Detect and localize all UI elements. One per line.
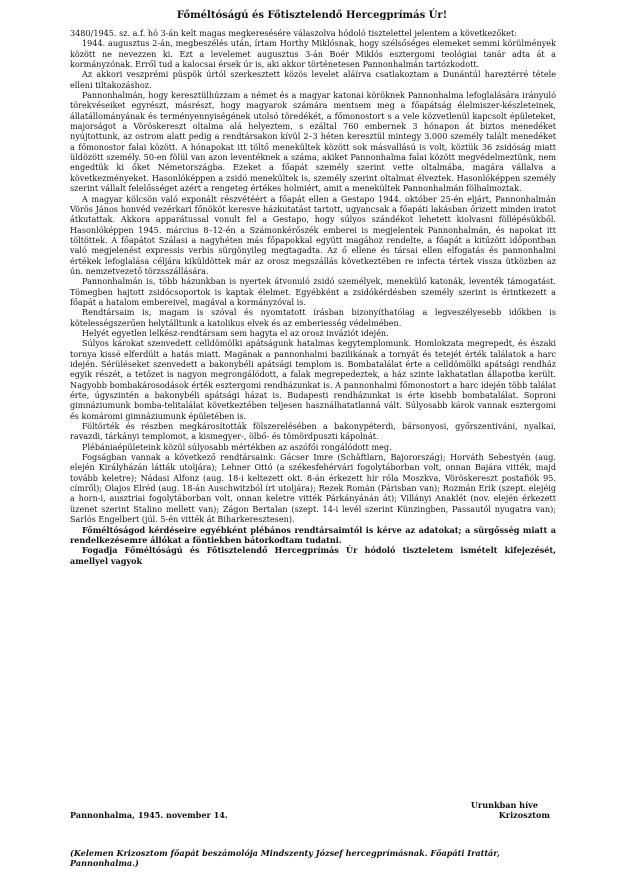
paragraph-captivity: Fogságban vannak a következő rendtársaink: Gácser Imre (Schäftlarn, Bajorország); Horváth Sebestyén (aug. elején Királyházán látták utoljára); Lehner Ottó (a székesfehérvári fogolytáborban volt, onnan Bajára vitték, majd tovább keletre); Nádasi Alfonz (aug. 18-i keltezett okt. 8-án érkezett hír róla Moszkva, Vöröskereszt postafiók 95. címről); Olajos Elréd (aug. 18-án Auschwitzból írt utoljára); Rezek Román (Párisban van); Rozmán Erik (szept. elejéig a horn-i, ausztriai fogolytáborban volt, onnan keletre vitték Párkányánán át); Villányi Anaklét (nov. elején érkezett üzenet szerint Stalino mellett van); Zágon Bertalan (szept. 14-i levél szerint Künzingben, Passautól nyugatra van); Sarlós Engelbert (júl. 5-én vitték át Biharkeresztesen). [70, 452, 556, 525]
paragraph-respect: Fogadja Főméltóságú és Főtisztelendő Hercegprímás Úr hódoló tiszteletem ismételt kifejezését, amellyel vagyok [70, 545, 556, 566]
source-caption: (Kelemen Krizosztom főapát beszámolója Mindszenty József hercegprímásnak. Főapáti Irattár, Pannonhalma.) [70, 848, 500, 869]
paragraph-damages: Súlyos károkat szenvedett celldömölki apátságunk hatalmas kegytemplomunk. Homlokzata megrepedt, és északi tornya kissé elferdült a hatás miatt. Magának a pannonhalmi bazilikának a tornyát és tetejét érték találatok a harc idején. Sérüléseket szenvedett a bakonybéli apátsági templom is. Bombatalálat érte a celldömölki apátsági rendház egyik részét, a tetőzet is nagyon megrongálódott, a falak megrepedeztek, a ház szinte lakhatatlan állapotba került. Nagyobb bombakárosodások érték esztergomi rendházunkat is. A pannonhalmi főmonostort a harc idején több találat érte, úgyszintén a bakonybéli apátsági házat is. Budapesti rendházunkat is érte kisebb bombatalálat. Soproni gimnáziumunk bomba-telitalálat következtében teljesen használhatatlanná vált. Súlyosabb károk vannak esztergomi és komáromi gimnáziumunk épületében is. [70, 338, 556, 421]
paragraph-clergy: Helyét egyetlen lelkész-rendtársam sem hagyta el az orosz inváziót idején. [82, 327, 389, 338]
paragraph-horthy-letter: 1944. augusztus 2-án, megbeszélés után, írtam Horthy Miklósnak, hogy szélsőséges elemeket semmi körülmények között ne nevezzen ki. Ezt a levelemet augusztus 3-án Boér Miklós esztergomi teológiai tanár adta át a kormányzónak. Erről tud a kalocsai érsek úr is, aki akkor történetesen Pannonhalmán tartózkodott. [70, 38, 556, 70]
paragraph-churches: Föltörték és részben megkárosították fölszerelésében a bakonypéterdi, bársonyosi, győrszentiváni, nyalkai, ravazdi, tárkányi templomot, a kismegyer-, ölbő- és tömördpuszti kápolnát. [70, 421, 556, 442]
signature: Krizosztom [498, 810, 550, 821]
letter-body [70, 28, 556, 566]
paragraph-conduct: Rendtársaim is, magam is szóval és nyomtatott írásban bizonyíthatólag a legveszélyesebb időkben is kötelességszerűen helytálltunk a katolikus elvek és az emberiesség védelmében. [70, 307, 556, 328]
place-date: Pannonhalma, 1945. november 14. [70, 810, 228, 821]
paragraph-reference: 3480/1945. sz. a.f. hó 3-án kelt magas megkeresésére válaszolva hódoló tisztelettel jelentem a következőket: [70, 28, 517, 38]
paragraph-red-cross: Pannonhalmán, hogy keresztülhúzzam a német és a magyar katonai köröknek Pannonhalma lefoglalására irányuló törekvéseiket egyrészt, másrészt, hogy magyarok számára mentsem meg a főapátság élelmiszer-készleteinek, állatállományának és terményennyiségének utolsó töredékét, a főmonostort s a vele közvetlenül kapcsolt épületeket, majorságot a Vöröskereszt oltalma alá helyeztem, s ezáltal 760 embernek 3 hónapon át biztos menedéket nyújtottunk, az ostrom alatt pedig a rendtársakon kívül 2–3 héten keresztül mintegy 3.000 személy talált menedéket a főmonostor falai között. A hónapokat itt töltő menekültek között sok másvallású is volt, köztük 36 zsidóság miatt üldözött személy. 50-en fölül van azon leventéknek a száma, akiket Pannonhalma falai között megvédelmeztünk, nem engedtük ki őket Németországba. Ezeket a főapát személy szerint vette oltalmába, magára vállalva a következményeket. Hasonlóképpen a zsidó menekültek is, személy szerint oltalmat élveztek. Hasonlóképpen személy szerint vállalt felelősséget azért a rengeteg értékes holmiért, amit a menekültek Pannonhalmán fölhalmoztak. [70, 90, 556, 194]
paragraph-parish: Plébániaépületeink közül súlyosabb mértékben az aszófői rongálódott meg. [82, 441, 392, 452]
salutation: Főméltóságú és Főtisztelendő Hercegprímás Úr! [176, 10, 448, 21]
closing-block [70, 800, 556, 821]
paragraph-support: Pannonhalmán is, több házunkban is nyertek átvonuló zsidó személyek, menekülő katonák, leventék támogatást. Tömegben hajtott zsidócsoportok is kaptak élelmet. Egyébként a zsidókérdésben személy szerint is érintkezett a főapát a hatalom embereivel, magával a kormányzóval is. [70, 276, 556, 307]
paragraph-protest: Az akkori veszprémi püspök úrtól szerkesztett közös levelet aláírva csatlakoztam a Dunántúl hareztérré tétele elleni tiltakozáshoz. [70, 69, 556, 90]
paragraph-data-request: Főméltóságod kérdéseire egyébként plébános rendtársaimtól is kérve az adatokat; a sürgősség miatt a rendelkezésemre állókat a föntiekben bátorkodtam tudatni. [70, 524, 556, 545]
paragraph-gestapo: A magyar kölcsön való exponált részvétéért a főapát ellen a Gestapo 1944. október 25-én eljárt, Pannonhalmán Vörös János honvéd vezérkari főnököt keresve házkutatást tartott, ugyancsak a főapáti lakásban őrizett minden iratot átkutattak. Akkora apparátussal vonult fel a Gestapo, hogy súlyos szándékot lehetett kiolvasni föllépésükből. Hasonlóképpen 1945. március 8–12-én a Számonkérőszék emberei is megjelentek Pannonhalmán, és napokat itt töltöttek. A főapátot Szálasi a nagyhéten más főpapokkal együtt magához rendelte, a főapát a kitűzött időpontban való megjelenést expressis verbis sürgönyileg megtagadta. Az ő ellene és társai ellen elfogatás és pannonhalmi értékek lefoglalása céljára kiküldöttek már az orosz megszállás következtében re infecta tértek vissza ütközben az ún. nemzetvezető törzsszállására. [70, 193, 556, 276]
closing-regards: Urunkban híve [470, 800, 538, 810]
